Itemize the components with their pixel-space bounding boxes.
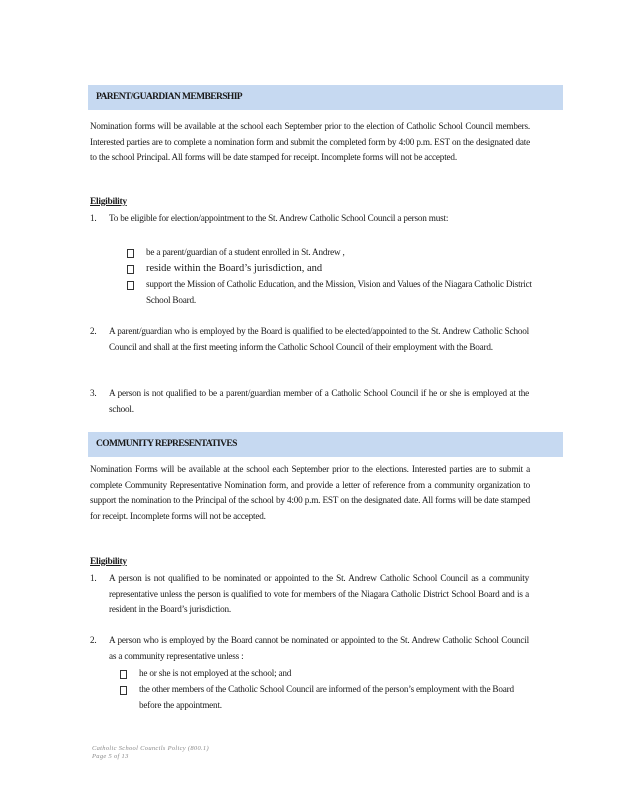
bullet-box-icon [120,670,127,679]
item-text: A person is not qualified to be nominated or appointed to the St. Andrew Catholic School Council as a community representative unless the person is qualified to vote for members of the Niagara Catholic District School Board and is a resident in the Board’s jurisdiction. [109,573,529,614]
section-title: COMMUNITY REPRESENTATIVES [96,439,237,449]
section-intro: Nomination forms will be available at the school each September prior to the election of Catholic School Council members. Interested parties are to complete a nomination form and submit the completed form by 4:00 p.m. EST on the designated date to the school Principal. All forms will be date stamped for receipt. Incomplete forms will not be accepted. [90,121,530,162]
bullet-box-icon [127,281,134,290]
item-number: 1. [90,573,97,583]
bullet-box-icon [120,686,127,695]
footer-page-number: Page 5 of 13 [92,753,129,760]
section-intro: Nomination Forms will be available at the school each September prior to the elections. Interested parties are to submit a complete Community Representative Nomination form, and provide a letter of reference from a community organization to support the nomination to the Principal of the school by 4:00 p.m. EST on the designated date. All forms will be date stamped for receipt. Incomplete forms will not be accepted. [90,464,530,521]
item-number: 1. [90,213,97,223]
section-header-community-representatives [88,432,563,457]
item-text: A parent/guardian who is employed by the Board is qualified to be elected/appointed to the St. Andrew Catholic School Council and shall at the first meeting inform the Catholic School Council of their employment with the Board. [109,326,529,352]
page-footer [92,745,209,761]
item-text: A person is not qualified to be a parent/guardian member of a Catholic School Council if he or she is employed at the school. [109,388,529,414]
bullet-box-icon [127,249,134,258]
bullet-text: the other members of the Catholic School Council are informed of the person’s employment with the Board before the appointment. [139,684,514,710]
item-text: A person who is employed by the Board cannot be nominated or appointed to the St. Andrew Catholic School Council as a community representative unless : [109,635,529,661]
section-title: PARENT/GUARDIAN MEMBERSHIP [96,92,242,102]
footer-policy: Catholic School Councils Policy (800.1) [92,745,209,752]
bullet-box-icon [127,265,134,274]
bullet-text: be a parent/guardian of a student enrolled in St. Andrew , [146,247,345,257]
eligibility-heading: Eligibility [90,197,127,207]
item-number: 2. [90,635,97,645]
bullet-text: support the Mission of Catholic Education, and the Mission, Vision and Values of the Niagara Catholic District School Board. [146,279,532,305]
eligibility-heading: Eligibility [90,557,127,567]
bullet-text: he or she is not employed at the school; and [139,668,292,678]
item-text: To be eligible for election/appointment to the St. Andrew Catholic School Council a person must: [109,213,449,223]
item-number: 3. [90,388,97,398]
item-number: 2. [90,326,97,336]
section-header-parent-guardian [88,85,563,110]
bullet-text: reside within the Board’s jurisdiction, and [146,263,323,274]
